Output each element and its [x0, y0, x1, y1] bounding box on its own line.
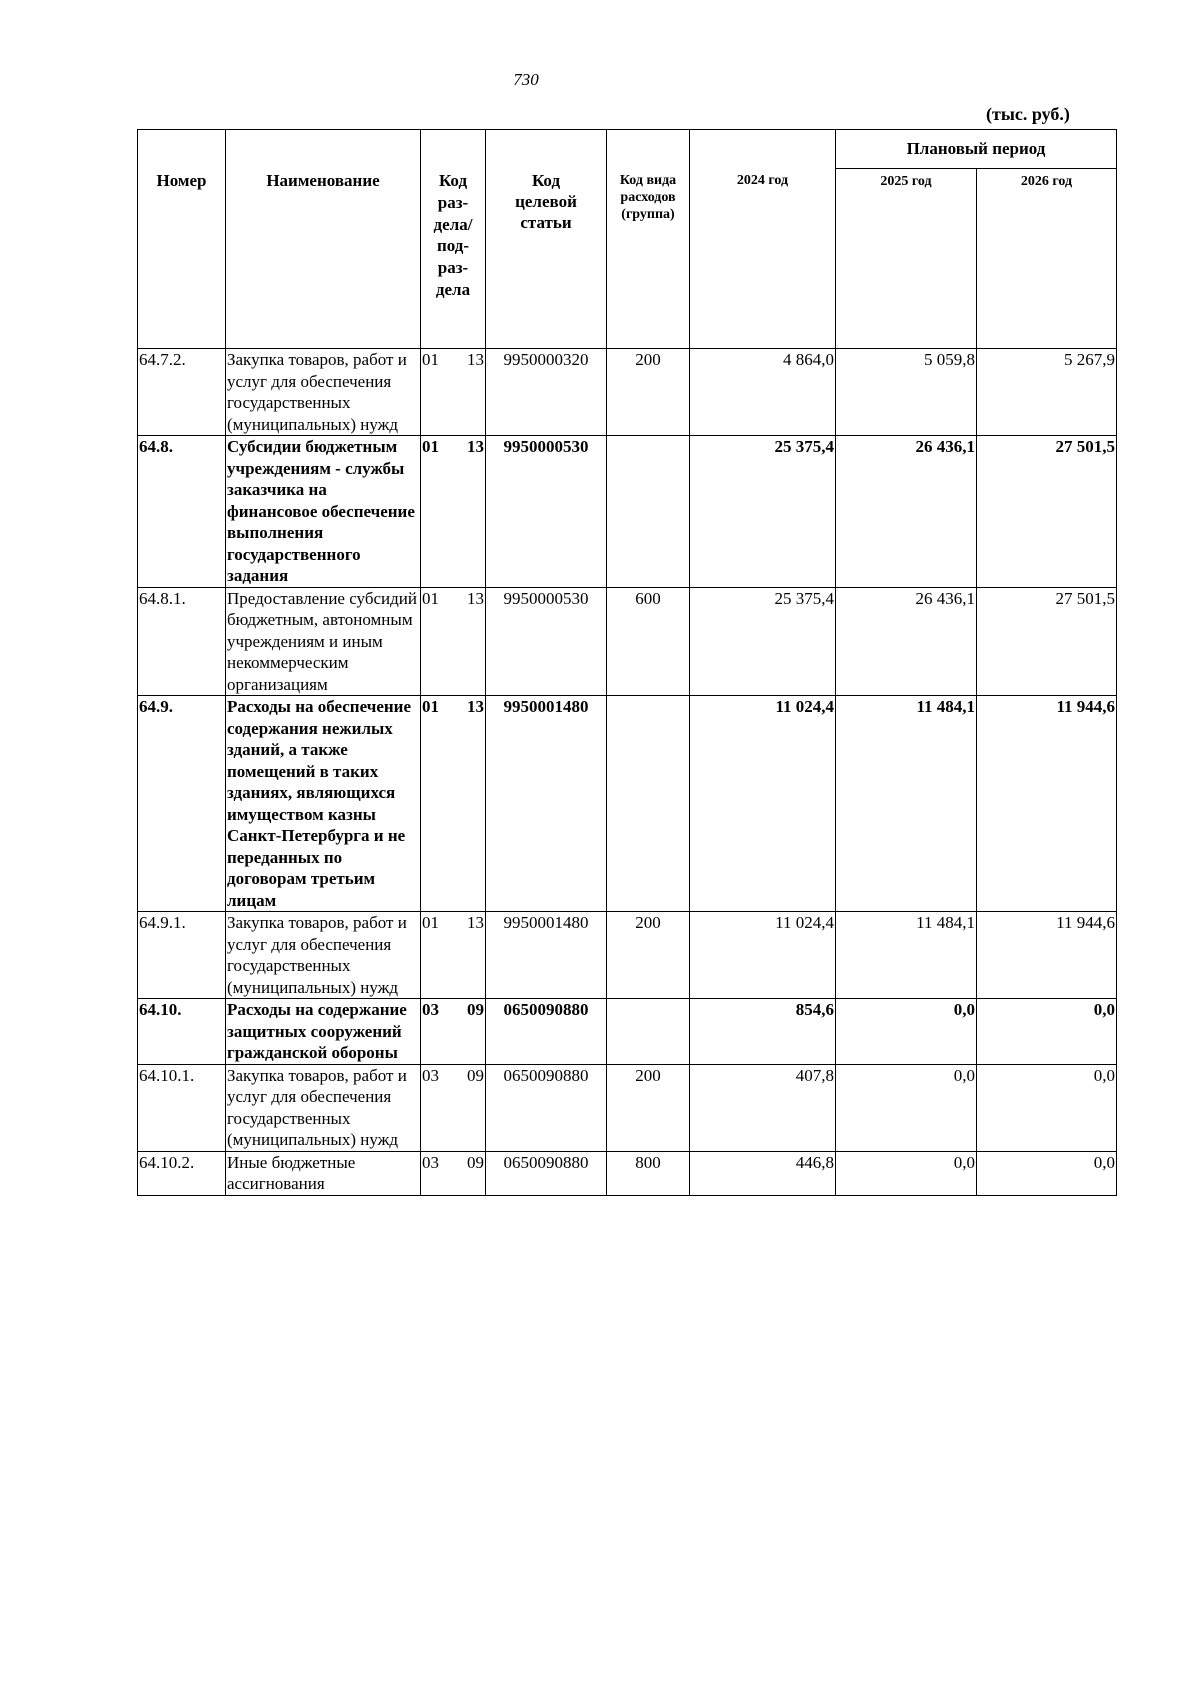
- row-subsection: 09: [451, 1064, 486, 1151]
- row-value-2026: 11 944,6: [977, 696, 1117, 912]
- row-value-2025: 5 059,8: [836, 349, 977, 436]
- row-name: Закупка товаров, работ и услуг для обеспечения государственных (муниципальных) нужд: [226, 349, 421, 436]
- header-expense-kind: Код вида расходов (группа): [607, 130, 690, 349]
- row-expense-kind: 800: [607, 1151, 690, 1195]
- header-target-code: Код целевой статьи: [486, 130, 607, 349]
- row-name: Закупка товаров, работ и услуг для обеспечения государственных (муниципальных) нужд: [226, 1064, 421, 1151]
- row-value-2025: 0,0: [836, 1064, 977, 1151]
- row-value-2025: 0,0: [836, 999, 977, 1065]
- row-value-2026: 27 501,5: [977, 436, 1117, 588]
- row-number: 64.7.2.: [138, 349, 226, 436]
- row-number: 64.10.: [138, 999, 226, 1065]
- row-expense-kind: 200: [607, 912, 690, 999]
- row-value-2024: 854,6: [690, 999, 836, 1065]
- units-label: (тыс. руб.): [986, 104, 1070, 124]
- row-number: 64.10.1.: [138, 1064, 226, 1151]
- row-target-code: 0650090880: [486, 1151, 607, 1195]
- header-name: Наименование: [226, 130, 421, 349]
- row-subsection: 09: [451, 1151, 486, 1195]
- row-name: Субсидии бюджетным учреждениям - службы заказчика на финансовое обеспечение выполнения государственного задания: [226, 436, 421, 588]
- row-target-code: 9950000320: [486, 349, 607, 436]
- row-subsection: 13: [451, 349, 486, 436]
- row-target-code: 0650090880: [486, 1064, 607, 1151]
- row-subsection: 09: [451, 999, 486, 1065]
- row-name: Закупка товаров, работ и услуг для обеспечения государственных (муниципальных) нужд: [226, 912, 421, 999]
- row-section: 01: [421, 436, 451, 588]
- row-value-2024: 4 864,0: [690, 349, 836, 436]
- row-subsection: 13: [451, 696, 486, 912]
- row-value-2024: 25 375,4: [690, 587, 836, 696]
- row-expense-kind: [607, 999, 690, 1065]
- table-row: [138, 912, 1117, 999]
- row-section: 03: [421, 1064, 451, 1151]
- row-target-code: 0650090880: [486, 999, 607, 1065]
- row-value-2024: 25 375,4: [690, 436, 836, 588]
- row-value-2025: 26 436,1: [836, 587, 977, 696]
- table-row: [138, 999, 1117, 1065]
- header-2026: 2026 год: [977, 169, 1117, 349]
- row-number: 64.9.: [138, 696, 226, 912]
- row-expense-kind: 200: [607, 1064, 690, 1151]
- row-name: Иные бюджетные ассигнования: [226, 1151, 421, 1195]
- row-expense-kind: [607, 696, 690, 912]
- row-name: Предоставление субсидий бюджетным, автономным учреждениям и иным некоммерческим организациям: [226, 587, 421, 696]
- header-2025: 2025 год: [836, 169, 977, 349]
- row-name: Расходы на обеспечение содержания нежилых зданий, а также помещений в таких зданиях, являющихся имуществом казны Санкт-Петербурга и не переданных по договорам третьим лицам: [226, 696, 421, 912]
- row-value-2024: 11 024,4: [690, 912, 836, 999]
- row-subsection: 13: [451, 436, 486, 588]
- row-target-code: 9950001480: [486, 696, 607, 912]
- row-target-code: 9950000530: [486, 436, 607, 588]
- header-planned-period: Плановый период: [836, 130, 1117, 169]
- row-expense-kind: 200: [607, 349, 690, 436]
- row-expense-kind: 600: [607, 587, 690, 696]
- row-value-2026: 5 267,9: [977, 349, 1117, 436]
- row-section: 03: [421, 1151, 451, 1195]
- row-subsection: 13: [451, 912, 486, 999]
- row-number: 64.8.: [138, 436, 226, 588]
- row-value-2024: 407,8: [690, 1064, 836, 1151]
- row-number: 64.8.1.: [138, 587, 226, 696]
- row-subsection: 13: [451, 587, 486, 696]
- row-section: 01: [421, 587, 451, 696]
- row-number: 64.9.1.: [138, 912, 226, 999]
- row-section: 03: [421, 999, 451, 1065]
- row-section: 01: [421, 696, 451, 912]
- row-name: Расходы на содержание защитных сооружений гражданской обороны: [226, 999, 421, 1065]
- row-section: 01: [421, 912, 451, 999]
- row-target-code: 9950001480: [486, 912, 607, 999]
- page-number: 730: [513, 70, 539, 89]
- row-value-2025: 26 436,1: [836, 436, 977, 588]
- row-value-2025: 11 484,1: [836, 696, 977, 912]
- row-value-2024: 11 024,4: [690, 696, 836, 912]
- row-target-code: 9950000530: [486, 587, 607, 696]
- header-2024: 2024 год: [690, 130, 836, 349]
- table-row: [138, 587, 1117, 696]
- row-value-2026: 0,0: [977, 1151, 1117, 1195]
- budget-table: [137, 129, 1117, 1196]
- header-number: Номер: [138, 130, 226, 349]
- row-value-2025: 0,0: [836, 1151, 977, 1195]
- table-row: [138, 1151, 1117, 1195]
- row-value-2025: 11 484,1: [836, 912, 977, 999]
- row-expense-kind: [607, 436, 690, 588]
- row-section: 01: [421, 349, 451, 436]
- header-row-1: [138, 130, 1117, 169]
- table-row: [138, 696, 1117, 912]
- table-row: [138, 1064, 1117, 1151]
- row-number: 64.10.2.: [138, 1151, 226, 1195]
- table-row: [138, 436, 1117, 588]
- row-value-2024: 446,8: [690, 1151, 836, 1195]
- row-value-2026: 0,0: [977, 999, 1117, 1065]
- row-value-2026: 27 501,5: [977, 587, 1117, 696]
- table-row: [138, 349, 1117, 436]
- row-value-2026: 0,0: [977, 1064, 1117, 1151]
- row-value-2026: 11 944,6: [977, 912, 1117, 999]
- header-section-code: Код раз- дела/ под- раз- дела: [421, 130, 486, 349]
